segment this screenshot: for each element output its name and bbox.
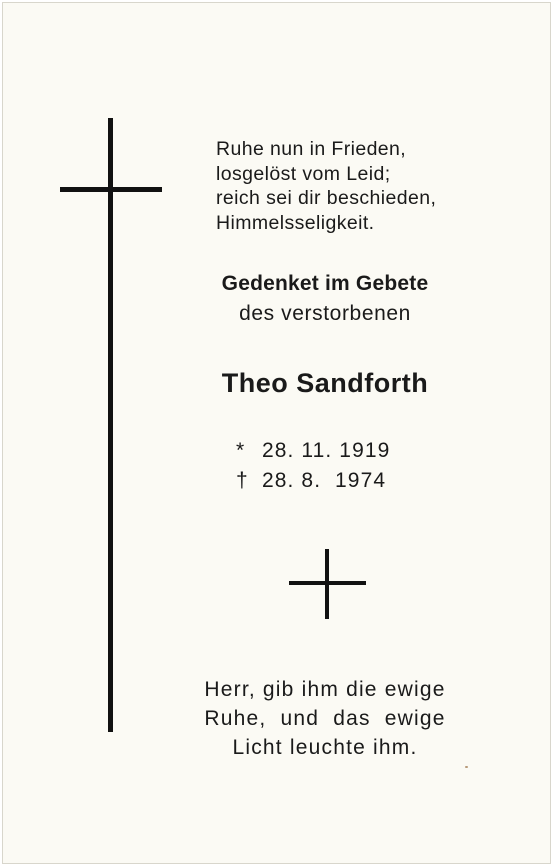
poem-line: Himmelsseligkeit. [216,211,375,234]
poem-line: losgelöst vom Leid; [216,162,391,185]
death-row [236,466,390,496]
prayer-line: Licht leuchte ihm. [232,736,418,759]
paper-speck [465,766,468,768]
prayer-line: Ruhe, und das ewige [204,707,446,730]
poem-line: Ruhe nun in Frieden, [216,138,407,160]
large-cross-vertical-bar [108,118,113,732]
prayer-text [150,675,500,762]
large-cross-horizontal-bar [60,187,162,192]
birth-star-icon: * [236,439,246,462]
deceased-name: Theo Sandforth [221,368,429,398]
life-dates [236,436,390,496]
prayer-line: Herr, gib ihm die ewige [204,678,446,701]
death-date: 28. 8. 1974 [262,469,387,492]
heading-verstorbenen: des verstorbenen [239,302,411,325]
poem-line: reich sei dir beschieden, [216,187,437,209]
small-cross-horizontal-bar [289,581,366,585]
birth-date: 28. 11. 1919 [262,439,391,462]
poem-verse [216,137,436,235]
death-dagger-icon: † [236,469,249,492]
birth-row [236,436,390,466]
heading-gedenket: Gedenket im Gebete [221,272,429,295]
